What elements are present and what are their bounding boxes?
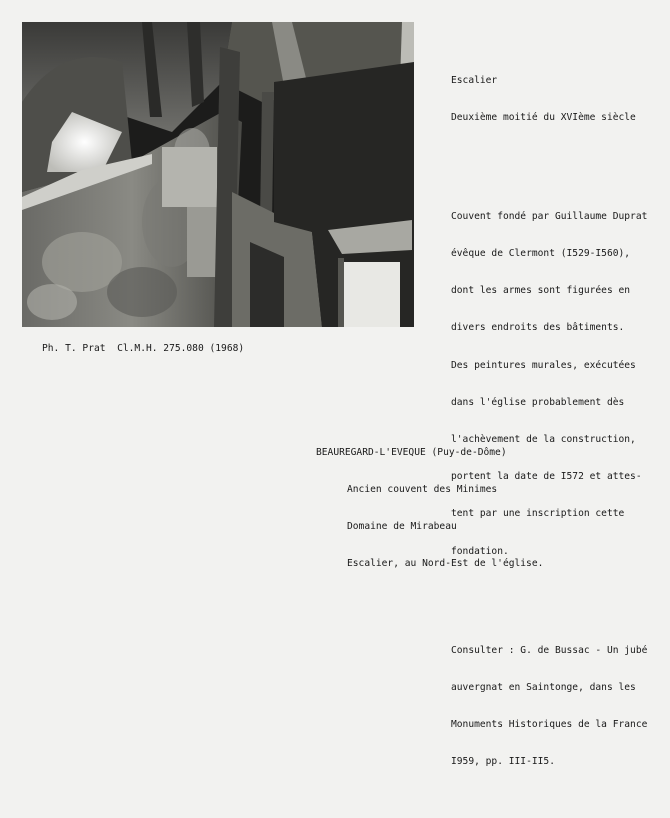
description-line: tent par une inscription cette xyxy=(451,508,625,520)
location-subject: Escalier, au Nord-Est de l'église. xyxy=(347,558,544,570)
caption-title xyxy=(451,50,666,149)
location-building: Ancien couvent des Minimes xyxy=(347,484,498,496)
description-line: divers endroits des bâtiments. xyxy=(451,322,625,334)
staircase-photo-illustration xyxy=(22,22,414,327)
description-line: l'achèvement de la construction, xyxy=(451,434,636,445)
photograph-staircase xyxy=(22,22,414,327)
photo-credit: Ph. T. Prat Cl.M.H. 275.080 (1968) xyxy=(42,343,245,354)
reference-line: auvergnat en Saintonge, dans les xyxy=(451,681,636,693)
description-line: Couvent fondé par Guillaume Duprat xyxy=(451,210,648,222)
caption-title-line: Escalier xyxy=(451,74,498,86)
description-line: Des peintures murales, exécutées xyxy=(451,359,636,371)
reference-line: I959, pp. III-II5. xyxy=(451,756,555,768)
description-line: dont les armes sont figurées en xyxy=(451,285,631,297)
location-place: BEAUREGARD-L'EVEQUE (Puy-de-Dôme) xyxy=(316,446,507,458)
caption-date-line: Deuxième moitié du XVIème siècle xyxy=(451,111,636,123)
caption-reference xyxy=(451,620,666,794)
location-domain: Domaine de Mirabeau xyxy=(347,521,457,533)
location-block xyxy=(316,422,543,583)
description-line: fondation. xyxy=(451,545,509,557)
description-line: dans l'église probablement dès xyxy=(451,396,625,408)
reference-line: Consulter : G. de Bussac - Un jubé xyxy=(451,644,648,656)
description-line: évêque de Clermont (I529-I560), xyxy=(451,247,631,259)
reference-line: Monuments Historiques de la France xyxy=(451,718,648,730)
description-line: portent la date de I572 et attes- xyxy=(451,471,642,483)
